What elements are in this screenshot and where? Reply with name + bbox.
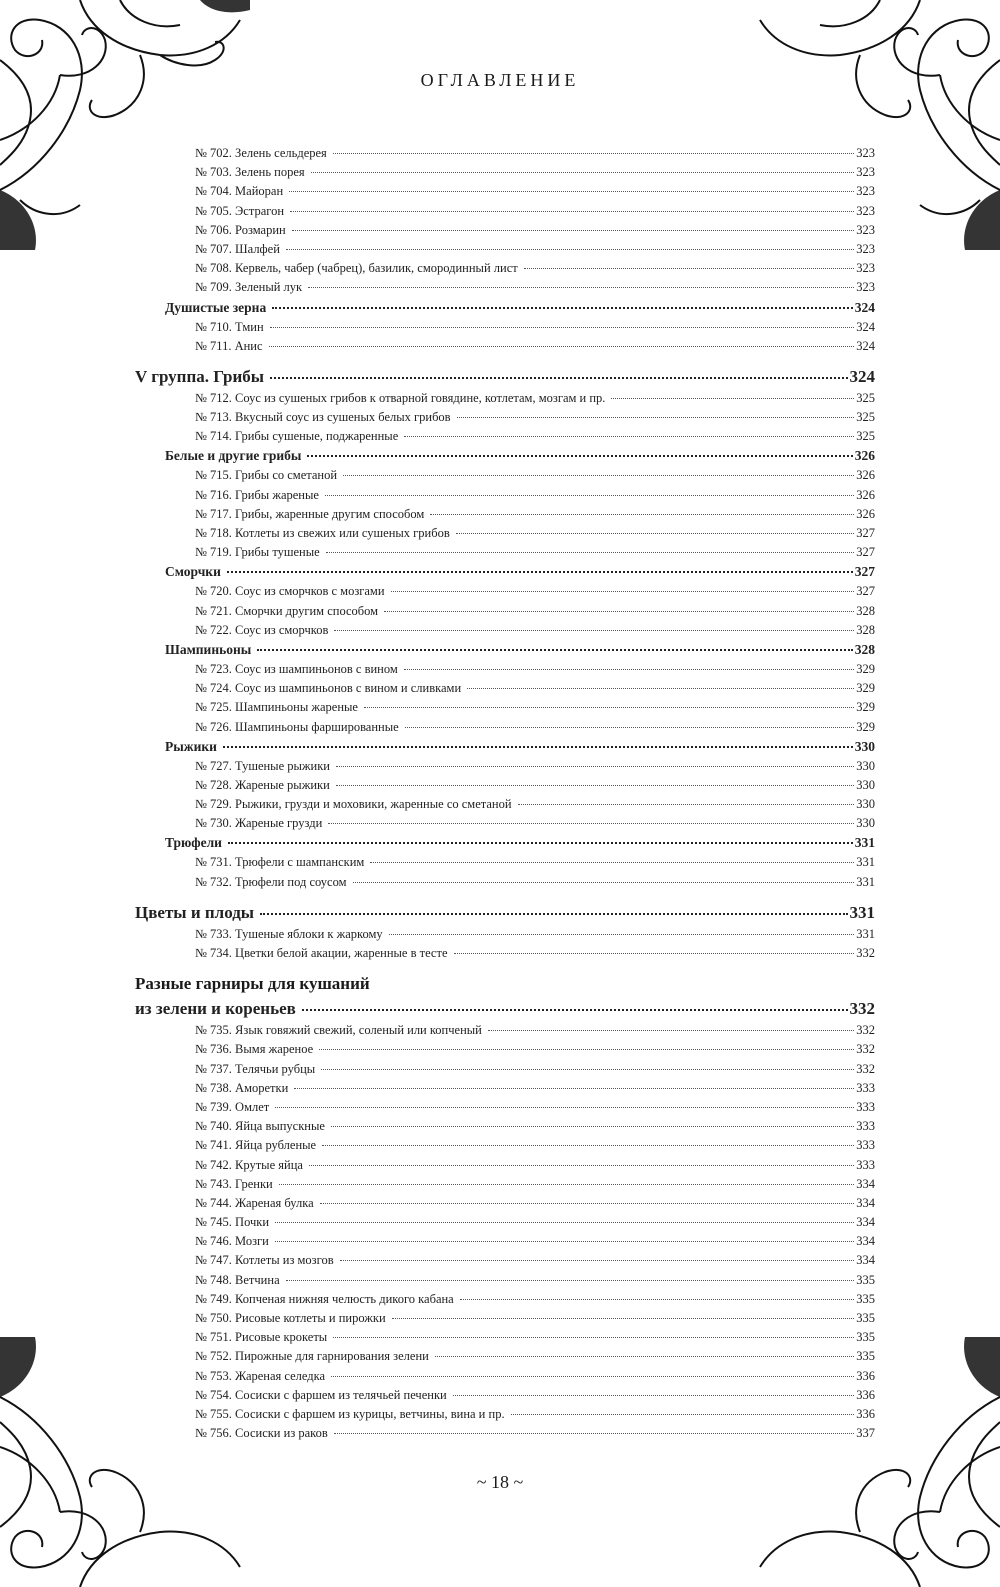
table-of-contents (135, 144, 875, 1443)
toc-label: № 710. Тмин (195, 319, 264, 334)
toc-page-number: 331 (856, 855, 875, 870)
toc-label: Рыжики (165, 738, 217, 754)
toc-label: Сморчки (165, 564, 221, 580)
toc-page-number: 336 (856, 1387, 875, 1402)
toc-entry[interactable] (135, 1309, 875, 1328)
dot-leader (364, 707, 854, 708)
dot-leader (286, 1280, 855, 1281)
toc-label: № 705. Эстрагон (195, 203, 285, 218)
toc-entry[interactable] (135, 1079, 875, 1098)
dot-leader (457, 417, 855, 418)
toc-page-number: 331 (856, 874, 875, 889)
toc-label: № 730. Жареные грузди (195, 816, 323, 831)
toc-label: № 754. Сосиски с фаршем из телячьей печенки (195, 1387, 447, 1402)
toc-page-number: 325 (856, 390, 875, 405)
toc-page-number: 328 (854, 641, 875, 657)
toc-label: № 729. Рыжики, грузди и моховики, жаренные со сметаной (195, 797, 512, 812)
dot-leader (343, 475, 854, 476)
toc-label: № 703. Зелень порея (195, 165, 305, 180)
dot-leader (336, 766, 854, 767)
toc-page-number: 326 (854, 448, 875, 464)
toc-entry[interactable] (135, 1175, 875, 1194)
dot-leader (272, 307, 853, 309)
toc-entry[interactable] (135, 1098, 875, 1117)
toc-label: № 727. Тушеные рыжики (195, 758, 330, 773)
toc-page-number: 331 (856, 926, 875, 941)
dot-leader (309, 1165, 854, 1166)
toc-page-number: 324 (849, 366, 875, 386)
toc-page-number: 323 (856, 280, 875, 295)
dot-leader (289, 191, 854, 192)
toc-subsection[interactable] (135, 833, 875, 853)
toc-page-number: 323 (856, 165, 875, 180)
toc-entry[interactable] (135, 318, 875, 337)
toc-entry[interactable] (135, 1194, 875, 1213)
toc-page-number: 334 (856, 1215, 875, 1230)
dot-leader (319, 1049, 854, 1050)
toc-subsection[interactable] (135, 562, 875, 582)
dot-leader (228, 842, 853, 844)
toc-page-number: 324 (856, 338, 875, 353)
toc-page-number: 327 (856, 545, 875, 560)
toc-label: № 749. Копченая нижняя челюсть дикого кабана (195, 1291, 454, 1306)
toc-label: № 737. Телячьи рубцы (195, 1061, 316, 1076)
toc-label: № 715. Грибы со сметаной (195, 468, 338, 483)
toc-entry[interactable] (135, 660, 875, 679)
toc-page-number: 325 (856, 429, 875, 444)
toc-page-number: 332 (856, 1061, 875, 1076)
dot-leader (294, 1088, 854, 1089)
toc-entry[interactable] (135, 389, 875, 408)
toc-entry[interactable] (135, 944, 875, 963)
toc-entry[interactable] (135, 1156, 875, 1175)
dot-leader (488, 1030, 854, 1031)
dot-leader (279, 1184, 855, 1185)
toc-entry[interactable] (135, 582, 875, 601)
toc-entry[interactable] (135, 679, 875, 698)
toc-entry[interactable] (135, 853, 875, 872)
toc-page-number: 335 (856, 1311, 875, 1325)
dot-leader (290, 211, 854, 212)
toc-label: № 740. Яйца выпускные (195, 1119, 325, 1134)
dot-leader (227, 571, 853, 573)
toc-subsection[interactable] (135, 737, 875, 757)
toc-label: № 732. Трюфели под соусом (195, 874, 347, 889)
toc-label: № 720. Соус из сморчков с мозгами (195, 584, 385, 599)
dot-leader (467, 688, 854, 689)
toc-label: № 717. Грибы, жаренные другим способом (195, 506, 425, 521)
dot-leader (325, 495, 854, 496)
toc-entry[interactable] (135, 427, 875, 446)
toc-entry[interactable] (135, 1347, 875, 1366)
dot-leader (404, 669, 854, 670)
toc-page-number: 328 (856, 622, 875, 637)
dot-leader (320, 1203, 855, 1204)
toc-page-number: 337 (856, 1426, 875, 1441)
dot-leader (454, 953, 855, 954)
toc-entry[interactable] (135, 1424, 875, 1443)
toc-entry[interactable] (135, 776, 875, 795)
dot-leader (389, 934, 855, 935)
page-header: ОГЛАВЛЕНИЕ (420, 70, 580, 90)
dot-leader (257, 649, 852, 651)
toc-page-number: 333 (856, 1119, 875, 1134)
toc-label: № 743. Гренки (195, 1176, 273, 1191)
toc-page-number: 323 (856, 261, 875, 276)
toc-label: № 738. Аморетки (195, 1080, 289, 1095)
toc-page-number: 335 (856, 1272, 875, 1287)
toc-page-number: 329 (856, 719, 875, 734)
toc-page-number: 323 (856, 222, 875, 237)
dot-leader (611, 398, 854, 399)
dot-leader (353, 882, 855, 883)
dot-leader (275, 1241, 854, 1242)
toc-label: № 708. Кервель, чабер (чабрец), базилик, смородинный лист (195, 261, 518, 276)
toc-page-number: 330 (856, 797, 875, 812)
toc-label: № 733. Тушеные яблоки к жаркому (195, 926, 383, 941)
toc-label: № 725. Шампиньоны жареные (195, 700, 358, 715)
toc-label: № 734. Цветки белой акации, жаренные в тесте (195, 946, 448, 960)
dot-leader (308, 287, 854, 288)
toc-label: № 706. Розмарин (195, 222, 286, 237)
toc-page-number: 334 (856, 1176, 875, 1191)
toc-label: № 724. Соус из шампиньонов с вином и сливками (195, 681, 462, 696)
toc-label: Душистые зерна (165, 299, 267, 315)
dot-leader (331, 1126, 854, 1127)
toc-page-number: 323 (856, 184, 875, 199)
toc-label: № 747. Котлеты из мозгов (195, 1253, 334, 1268)
toc-label: № 756. Сосиски из раков (195, 1426, 328, 1441)
toc-entry[interactable] (135, 543, 875, 562)
toc-entry[interactable] (135, 814, 875, 833)
toc-entry[interactable] (135, 408, 875, 427)
dot-leader (392, 1318, 855, 1319)
toc-entry[interactable] (135, 163, 875, 182)
dot-leader (275, 1107, 854, 1108)
toc-entry[interactable] (135, 1251, 875, 1270)
toc-label: № 718. Котлеты из свежих или сушеных грибов (195, 526, 450, 540)
dot-leader (430, 514, 854, 515)
toc-label: № 702. Зелень сельдерея (195, 146, 327, 160)
toc-group-heading[interactable] (135, 900, 875, 925)
toc-label: № 709. Зеленый лук (195, 280, 303, 295)
toc-page-number: 329 (856, 661, 875, 676)
dot-leader (270, 327, 855, 328)
toc-page-number: 335 (856, 1291, 875, 1306)
toc-label: № 713. Вкусный соус из сушеных белых грибов (195, 410, 451, 425)
dot-leader (384, 611, 854, 612)
toc-page-number: 327 (856, 526, 875, 540)
toc-entry[interactable] (135, 505, 875, 524)
toc-entry[interactable] (135, 144, 875, 163)
toc-entry[interactable] (135, 925, 875, 944)
toc-page-number: 330 (856, 777, 875, 792)
toc-entry[interactable] (135, 1328, 875, 1347)
toc-entry[interactable] (135, 1117, 875, 1136)
toc-page-number: 335 (856, 1349, 875, 1364)
dot-leader (322, 1145, 854, 1146)
toc-label: № 723. Соус из шампиньонов с вином (195, 661, 398, 676)
toc-label: № 731. Трюфели с шампанским (195, 855, 365, 870)
dot-leader (336, 785, 854, 786)
toc-group-heading[interactable] (135, 971, 875, 996)
toc-label: № 712. Соус из сушеных грибов к отварной говядине, котлетам, мозгам и пр. (195, 390, 606, 405)
toc-page-number: 323 (856, 203, 875, 218)
toc-page-number: 323 (856, 146, 875, 160)
toc-page-number: 336 (856, 1406, 875, 1421)
dot-leader (456, 533, 855, 534)
toc-subsection[interactable] (135, 446, 875, 466)
toc-entry[interactable] (135, 466, 875, 485)
toc-label: Белые и другие грибы (165, 448, 302, 464)
dot-leader (370, 862, 854, 863)
dot-leader (307, 455, 852, 457)
toc-label: V группа. Грибы (135, 366, 265, 386)
dot-leader (511, 1414, 855, 1415)
toc-entry[interactable] (135, 1021, 875, 1040)
toc-label: № 753. Жареная селедка (195, 1368, 326, 1383)
dot-leader (340, 1260, 855, 1261)
toc-page-number: 332 (856, 1042, 875, 1057)
toc-page-number: 334 (856, 1253, 875, 1268)
toc-entry[interactable] (135, 1213, 875, 1232)
toc-entry[interactable] (135, 1386, 875, 1405)
toc-page-number: 334 (856, 1195, 875, 1210)
toc-page-number: 331 (854, 835, 875, 851)
toc-label: № 742. Крутые яйца (195, 1157, 303, 1172)
dot-leader (311, 172, 855, 173)
dot-leader (435, 1356, 854, 1357)
toc-label: № 741. Яйца рубленые (195, 1138, 317, 1153)
toc-label: № 736. Вымя жареное (195, 1042, 314, 1057)
toc-entry[interactable] (135, 873, 875, 892)
dot-leader (321, 1069, 854, 1070)
toc-page-number: 336 (856, 1368, 875, 1383)
toc-page-number: 328 (856, 603, 875, 618)
dot-leader (223, 746, 853, 748)
toc-page-number: 333 (856, 1157, 875, 1172)
toc-entry[interactable] (135, 524, 875, 543)
toc-label: № 707. Шалфей (195, 241, 280, 256)
toc-label: № 714. Грибы сушеные, поджаренные (195, 429, 399, 444)
toc-label: № 748. Ветчина (195, 1272, 280, 1287)
toc-entry[interactable] (135, 486, 875, 505)
toc-group-heading[interactable] (135, 364, 875, 389)
toc-page-number: 333 (856, 1138, 875, 1153)
toc-label: № 746. Мозги (195, 1234, 269, 1249)
toc-label: № 745. Почки (195, 1215, 270, 1230)
toc-page-number: 335 (856, 1330, 875, 1345)
toc-label: № 750. Рисовые котлеты и пирожки (195, 1311, 386, 1325)
toc-entry[interactable] (135, 259, 875, 278)
toc-entry[interactable] (135, 698, 875, 717)
toc-label: № 719. Грибы тушеные (195, 545, 320, 560)
toc-entry[interactable] (135, 240, 875, 259)
toc-label: № 726. Шампиньоны фаршированные (195, 719, 399, 734)
toc-label: № 716. Грибы жареные (195, 487, 319, 502)
toc-page-number: 329 (856, 700, 875, 715)
toc-label: Цветы и плоды (135, 902, 255, 922)
dot-leader (270, 377, 847, 379)
toc-entry[interactable] (135, 1136, 875, 1155)
toc-page-number: 330 (856, 816, 875, 831)
toc-entry[interactable] (135, 757, 875, 776)
toc-label: № 744. Жареная булка (195, 1195, 314, 1210)
toc-page-number: 334 (856, 1234, 875, 1249)
toc-entry[interactable] (135, 718, 875, 737)
dot-leader (453, 1395, 855, 1396)
toc-label: № 721. Сморчки другим способом (195, 603, 379, 618)
toc-label: Трюфели (165, 835, 222, 851)
toc-entry[interactable] (135, 1271, 875, 1290)
toc-subsection[interactable] (135, 640, 875, 660)
toc-label: № 722. Соус из сморчков (195, 622, 329, 637)
toc-page-number: 332 (856, 946, 875, 960)
toc-label: № 755. Сосиски с фаршем из курицы, ветчины, вина и пр. (195, 1406, 505, 1421)
dot-leader (260, 913, 847, 915)
toc-page-number: 333 (856, 1099, 875, 1114)
toc-label: № 751. Рисовые крокеты (195, 1330, 328, 1345)
toc-entry[interactable] (135, 1290, 875, 1309)
dot-leader (292, 230, 855, 231)
toc-page-number: 333 (856, 1080, 875, 1095)
dot-leader (333, 1337, 854, 1338)
toc-entry[interactable] (135, 602, 875, 621)
dot-leader (302, 1009, 848, 1011)
toc-entry[interactable] (135, 1367, 875, 1386)
toc-page-number: 323 (856, 241, 875, 256)
dot-leader (391, 591, 855, 592)
dot-leader (333, 153, 854, 154)
toc-page-number: 330 (854, 738, 875, 754)
dot-leader (460, 1299, 855, 1300)
toc-page-number: 329 (856, 681, 875, 696)
toc-group-heading[interactable] (135, 996, 875, 1021)
toc-page-number: 326 (856, 506, 875, 521)
toc-page-number: 324 (854, 299, 875, 315)
toc-entry[interactable] (135, 278, 875, 297)
toc-page-number: 327 (856, 584, 875, 599)
toc-entry[interactable] (135, 1060, 875, 1079)
toc-subsection[interactable] (135, 298, 875, 318)
toc-page-number: 330 (856, 758, 875, 773)
toc-page-number: 332 (849, 999, 875, 1019)
toc-entry[interactable] (135, 1040, 875, 1059)
toc-entry[interactable] (135, 221, 875, 240)
dot-leader (404, 436, 854, 437)
toc-entry[interactable] (135, 1232, 875, 1251)
toc-label: № 739. Омлет (195, 1099, 270, 1114)
page-number: ~ 18 ~ (476, 1472, 524, 1492)
toc-entry[interactable] (135, 621, 875, 640)
toc-label: Разные гарниры для кушаний (135, 974, 370, 994)
toc-label: № 704. Майоран (195, 184, 284, 199)
toc-page-number: 327 (854, 564, 875, 580)
dot-leader (334, 630, 854, 631)
dot-leader (334, 1433, 854, 1434)
dot-leader (269, 346, 855, 347)
toc-page-number: 326 (856, 468, 875, 483)
toc-page-number: 332 (856, 1023, 875, 1038)
toc-page-number: 326 (856, 487, 875, 502)
toc-page-number: 324 (856, 319, 875, 334)
toc-label: из зелени и кореньев (135, 999, 296, 1019)
dot-leader (328, 823, 854, 824)
toc-label: Шампиньоны (165, 641, 252, 657)
toc-page-number: 325 (856, 410, 875, 425)
dot-leader (286, 249, 854, 250)
toc-entry[interactable] (135, 795, 875, 814)
toc-entry[interactable] (135, 1405, 875, 1424)
dot-leader (326, 552, 855, 553)
toc-label: № 728. Жареные рыжики (195, 777, 330, 792)
toc-entry[interactable] (135, 182, 875, 201)
toc-label: № 711. Анис (195, 338, 263, 353)
toc-entry[interactable] (135, 202, 875, 221)
dot-leader (524, 268, 855, 269)
dot-leader (518, 804, 855, 805)
dot-leader (331, 1376, 854, 1377)
toc-label: № 735. Язык говяжий свежий, соленый или копченый (195, 1023, 482, 1038)
toc-entry[interactable] (135, 337, 875, 356)
dot-leader (275, 1222, 854, 1223)
toc-label: № 752. Пирожные для гарнирования зелени (195, 1349, 429, 1364)
toc-page-number: 331 (849, 902, 875, 922)
dot-leader (405, 727, 855, 728)
